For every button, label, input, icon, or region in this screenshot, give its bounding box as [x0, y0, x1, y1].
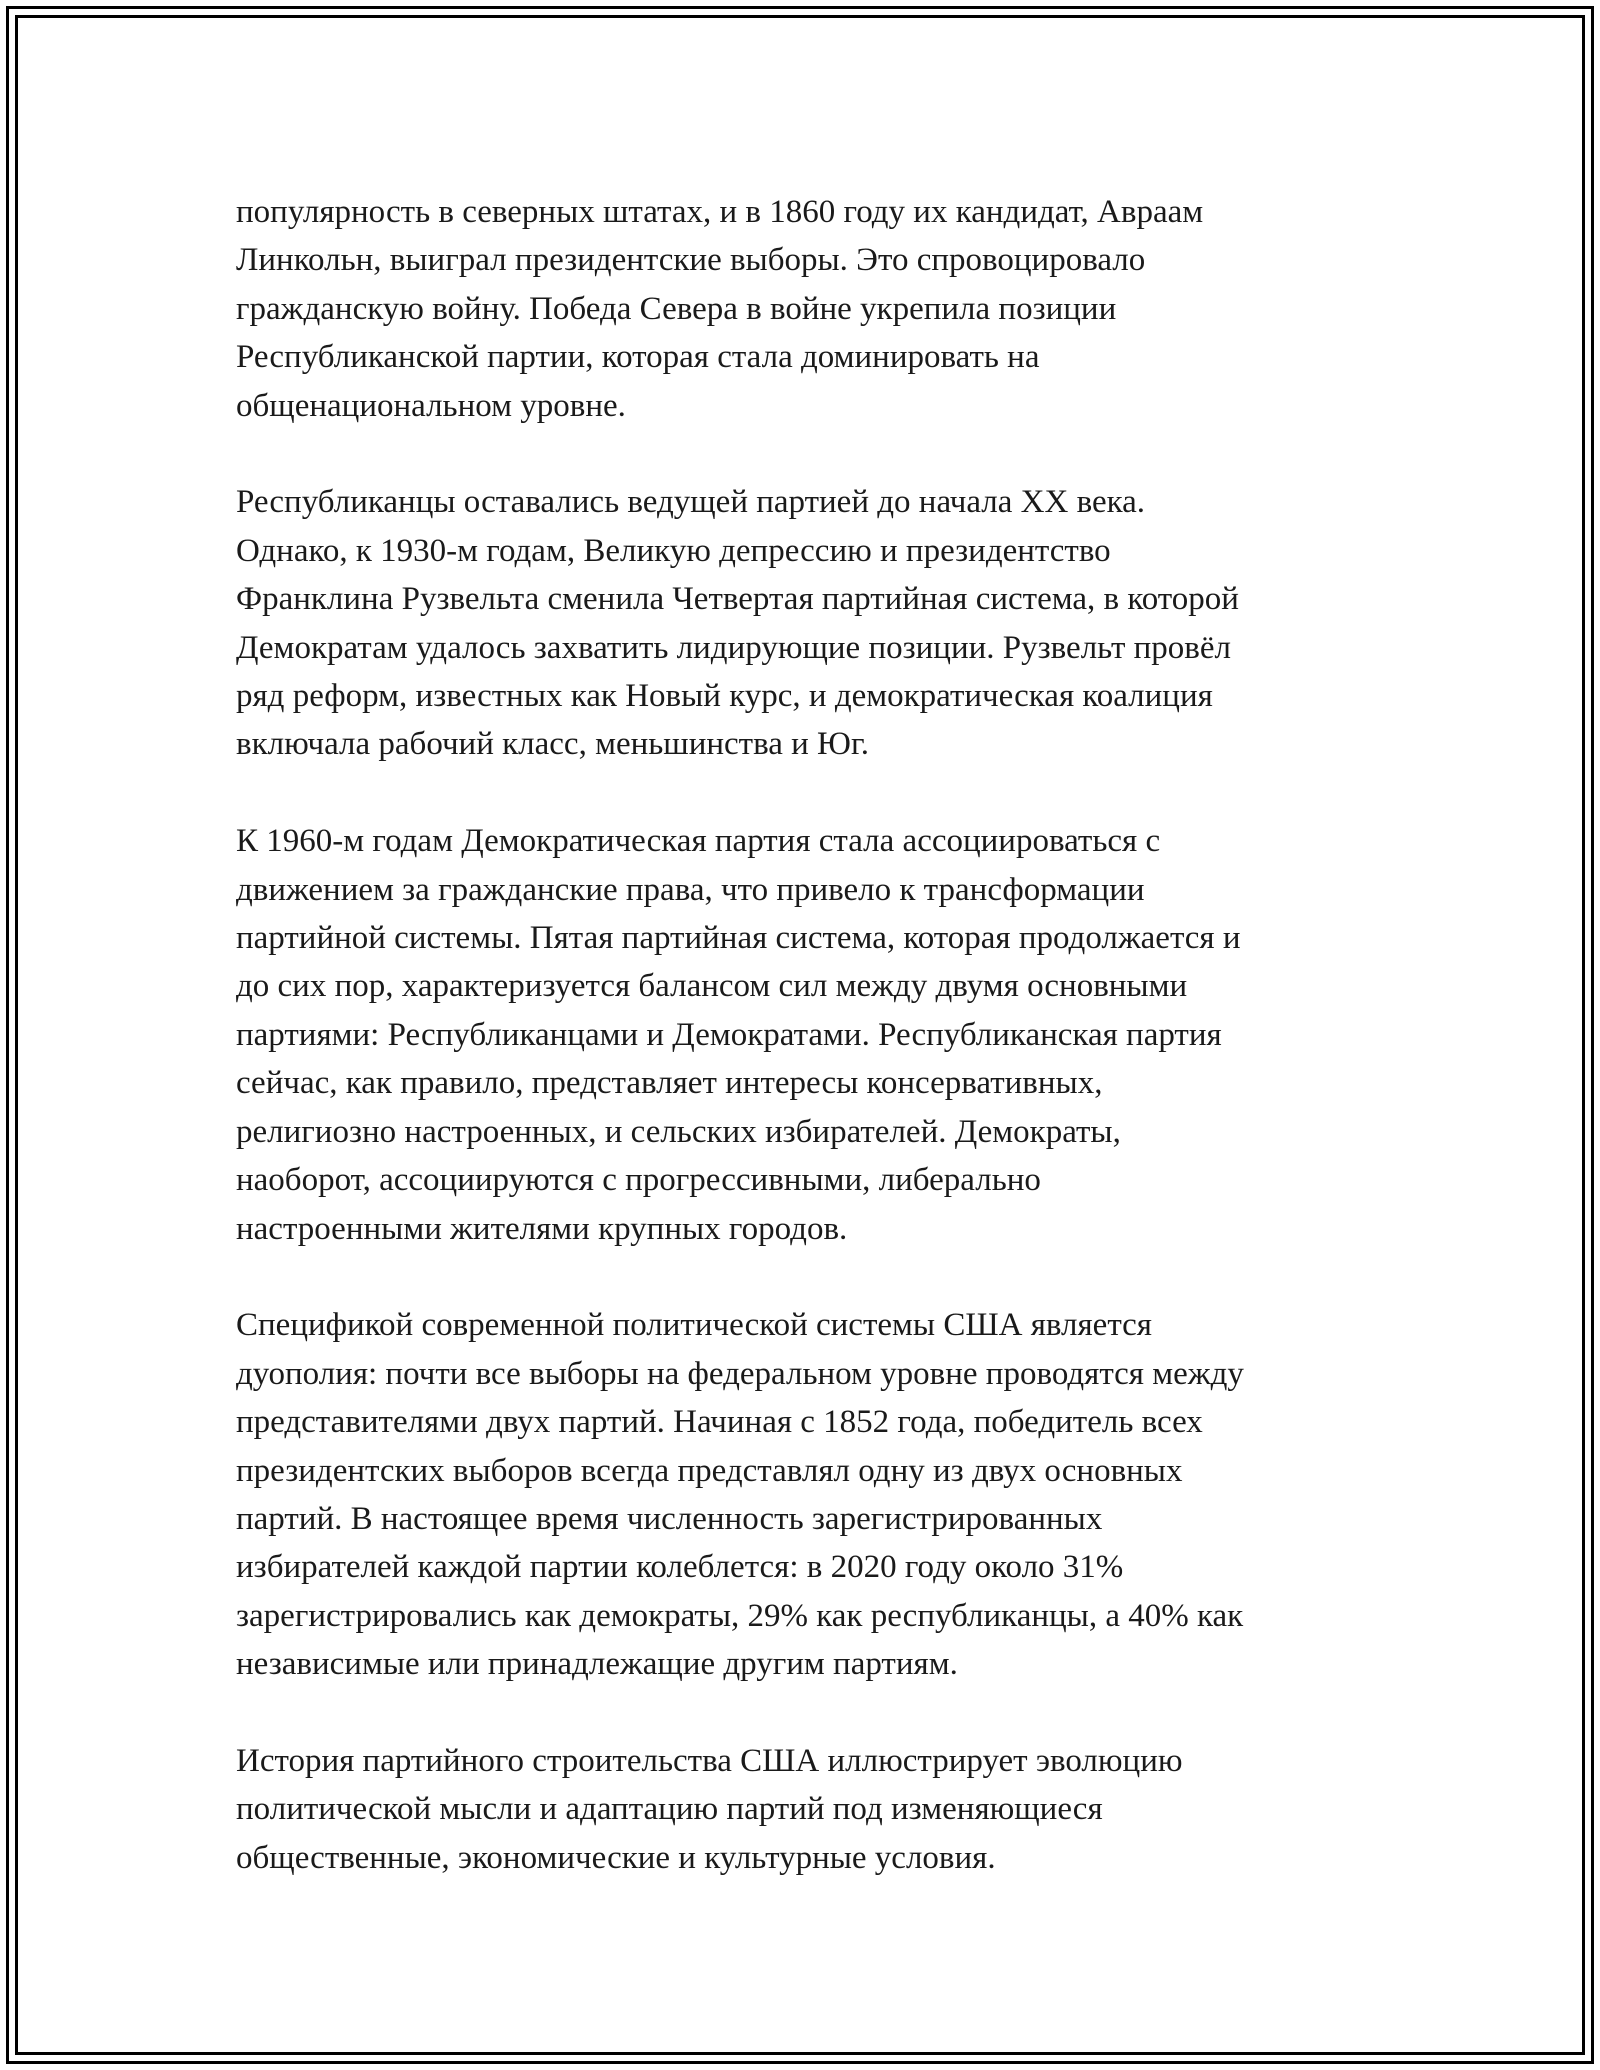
- paragraph-lincoln-election: популярность в северных штатах, и в 1860 году их кандидат, Авраам Линкольн, выиграл президентские выборы. Это спровоцировало гражданскую войну. Победа Севера в войне укрепила позиции Республиканской партии, которая стала доминировать на общенациональном уровне.: [236, 194, 1204, 424]
- paragraph-fourth-party-system: Республиканцы оставались ведущей партией до начала XX века. Однако, к 1930-м годам, Великую депрессию и президентство Франклина Рузвельта сменила Четвертая партийная система, в которой Демократам удалось захватить лидирующие позиции. Рузвельт провёл ряд реформ, известных как Новый курс, и демократическая коалиция включала рабочий класс, меньшинства и Юг.: [236, 484, 1239, 763]
- paragraph-fifth-party-system: К 1960-м годам Демократическая партия стала ассоциироваться с движением за гражданские права, что привело к трансформации партийной системы. Пятая партийная система, которая продолжается и до сих пор, характеризуется балансом сил между двумя основными партиями: Республиканцами и Демократами. Республиканская партия сейчас, как правило, представляет интересы консервативных, религиозно настроенных, и сельских избирателей. Демократы, наоборот, ассоциируются с прогрессивными, либерально настроенными жителями крупных городов.: [236, 823, 1241, 1247]
- paragraph-duopoly: Спецификой современной политической системы США является дуополия: почти все выборы на федеральном уровне проводятся между представителями двух партий. Начиная с 1852 года, победитель всех президентских выборов всегда представлял одну из двух основных партий. В настоящее время численность зарегистрированных избирателей каждой партии колеблется: в 2020 году около 31% зарегистрировались как демократы, 29% как республиканцы, а 40% как независимые или принадлежащие другим партиям.: [236, 1307, 1244, 1683]
- document-body: [236, 188, 1386, 1882]
- paragraph-conclusion: История партийного строительства США иллюстрирует эволюцию политической мысли и адаптацию партий под изменяющиеся общественные, экономические и культурные условия.: [236, 1742, 1183, 1876]
